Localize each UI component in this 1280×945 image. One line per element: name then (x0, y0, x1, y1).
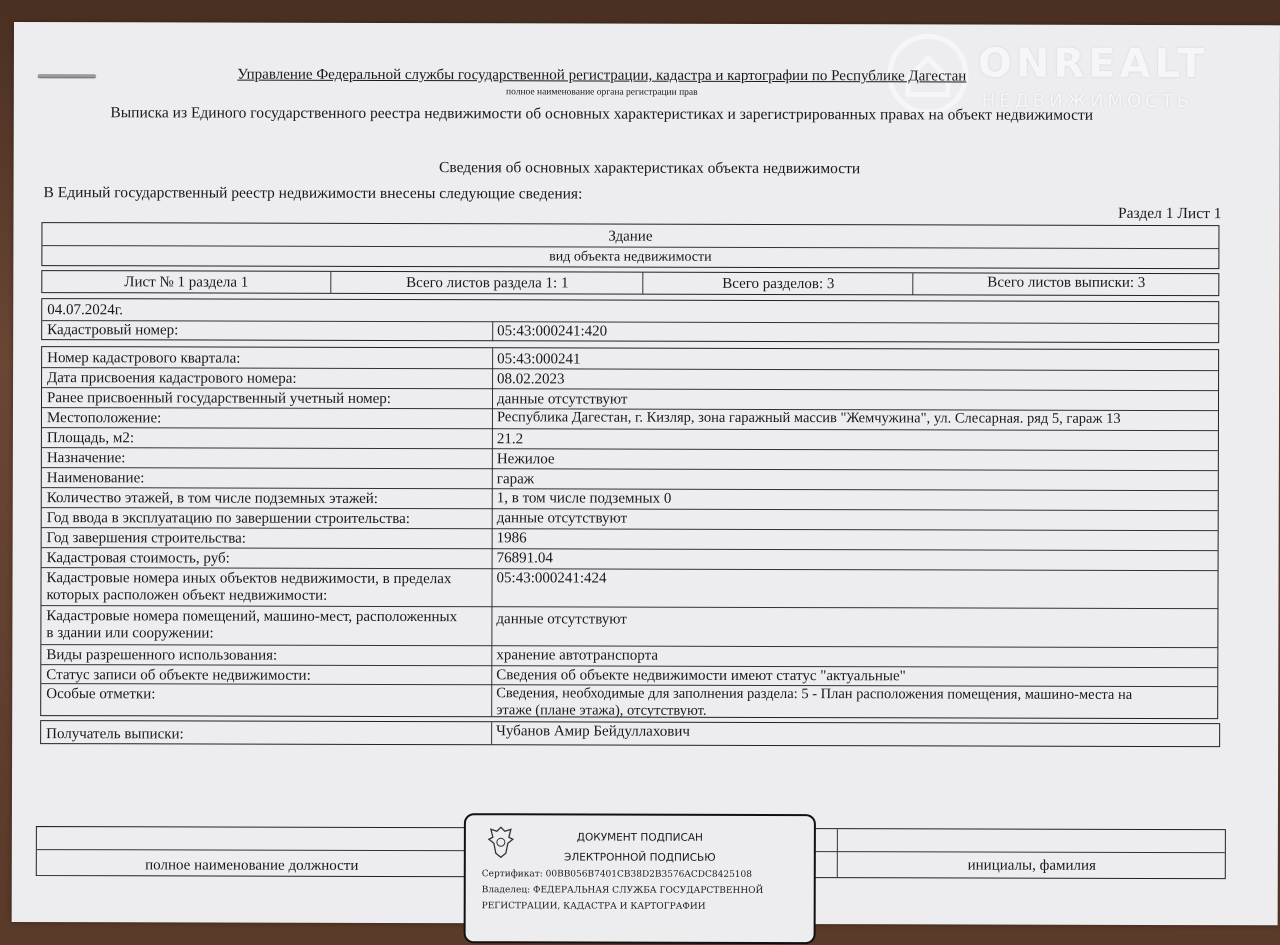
row-value: данные отсутствуют (496, 611, 627, 628)
row-value: 76891.04 (496, 550, 553, 567)
row-label-line1: Кадастровые номера иных объектов недвижимости, в пределах (46, 570, 452, 588)
cadastral-number-label: Кадастровый номер: (47, 322, 179, 339)
stamp-line-1: ДОКУМЕНТ ПОДПИСАН (576, 831, 703, 844)
stamp-line-2: ЭЛЕКТРОННОЙ ПОДПИСЬЮ (564, 851, 716, 864)
row-label: Дата присвоения кадастрового номера: (47, 370, 297, 387)
name-caption: инициалы, фамилия (967, 857, 1096, 874)
cadastral-box (41, 298, 1219, 343)
row-value: данные отсутствуют (496, 391, 628, 408)
row-value: хранение автотранспорта (496, 647, 659, 664)
sheet-number: Лист № 1 раздела 1 (124, 274, 249, 291)
position-caption: полное наименование должности (145, 857, 359, 874)
row-value: Сведения об объекте недвижимости имеют статус "актуальные" (496, 667, 906, 685)
row-label: Год завершения строительства: (46, 530, 247, 547)
section-title: Сведения об основных характеристиках объекта недвижимости (438, 159, 861, 178)
watermark-subtitle: НЕДВИЖИМОСТЬ (981, 90, 1194, 113)
sheet-info-box (41, 270, 1219, 296)
row-value: 05:43:000241 (497, 351, 581, 368)
row-value: данные отсутствуют (496, 510, 628, 527)
sections-total: Всего разделов: 3 (722, 275, 835, 293)
row-label: Виды разрешенного использования: (46, 647, 278, 664)
intro-text: В Единый государственный реестр недвижимости внесены следующие сведения: (43, 184, 583, 203)
row-value: 1, в том числе подземных 0 (496, 490, 672, 507)
stamp-owner-line-2: РЕГИСТРАЦИИ, КАДАСТРА И КАРТОГРАФИИ (481, 901, 706, 912)
sheets-total: Всего листов выписки: 3 (987, 274, 1146, 291)
row-label-line2: в здании или сооружении: (46, 625, 214, 642)
row-label: Год ввода в эксплуатацию по завершении строительства: (46, 510, 410, 528)
row-label: Номер кадастрового квартала: (47, 350, 241, 367)
characteristics-table (40, 346, 1219, 719)
row-label-line2: которых расположен объект недвижимости: (46, 587, 328, 604)
cadastral-number-value: 05:43:000241:420 (497, 323, 608, 340)
recipient-label: Получатель выписки: (46, 726, 184, 743)
row-label: Количество этажей, в том числе подземных этажей: (46, 490, 379, 507)
divider (330, 272, 331, 293)
row-label: Кадастровая стоимость, руб: (46, 550, 230, 567)
recipient-row (40, 720, 1220, 747)
extract-date: 04.07.2024г. (47, 302, 123, 319)
row-label: Площадь, м2: (46, 430, 135, 447)
agency-name: Управление Федеральной службы государственной регистрации, кадастра и картографии по Республике Дагестан (237, 66, 967, 85)
row-label: Ранее присвоенный государственный учетный номер: (46, 390, 392, 407)
object-type-value: Здание (608, 228, 653, 245)
row-label: Особые отметки: (46, 686, 156, 703)
row-value: Республика Дагестан, г. Кизляр, зона гаражный массив "Жемчужина", ул. Слесарная. ряд 5, гараж 13 (496, 409, 1121, 427)
row-label: Местоположение: (46, 410, 162, 427)
row-label: Назначение: (46, 450, 126, 467)
row-value-line2: этаже (плане этажа), отсутствуют. (496, 702, 707, 719)
row-value-line1: Сведения, необходимые для заполнения раздела: 5 - План расположения помещения, машино-места на (496, 685, 1133, 703)
row-label-line1: Кадастровые номера помещений, машино-мест, расположенных (46, 608, 458, 626)
divider (491, 722, 492, 744)
row-value: Нежилое (496, 451, 555, 468)
agency-caption: полное наименование органа регистрации прав (505, 87, 698, 98)
sheets-in-section: Всего листов раздела 1: 1 (406, 275, 569, 292)
e-signature-stamp (464, 813, 816, 944)
object-type-box (41, 222, 1219, 269)
row-value: 21.2 (496, 431, 524, 448)
page-reference: Раздел 1 Лист 1 (1118, 204, 1222, 223)
row-value: гараж (496, 471, 535, 488)
divider (492, 321, 493, 341)
watermark-brand: ONREALT (977, 40, 1209, 88)
document-sheet (12, 22, 1280, 925)
object-type-caption: вид объекта недвижимости (549, 249, 712, 265)
row-value: 1986 (496, 530, 527, 547)
divider (642, 273, 643, 294)
document-title: Выписка из Единого государственного реестра недвижимости об основных характеристиках и зарегистрированных правах на объект недвижимости (110, 104, 1094, 124)
row-label: Наименование: (46, 470, 145, 487)
divider (912, 273, 913, 294)
stamp-certificate: Сертификат: 00BB056B7401CB38D2B3576ACDC8425108 (481, 869, 753, 880)
stamp-owner: Владелец: ФЕДЕРАЛЬНАЯ СЛУЖБА ГОСУДАРСТВЕННОЙ (481, 885, 764, 896)
row-value: 05:43:000241:424 (496, 570, 607, 587)
row-value: 08.02.2023 (497, 371, 565, 388)
recipient-value: Чубанов Амир Бейдуллахович (496, 723, 690, 740)
row-label: Статус записи об объекте недвижимости: (46, 667, 311, 684)
